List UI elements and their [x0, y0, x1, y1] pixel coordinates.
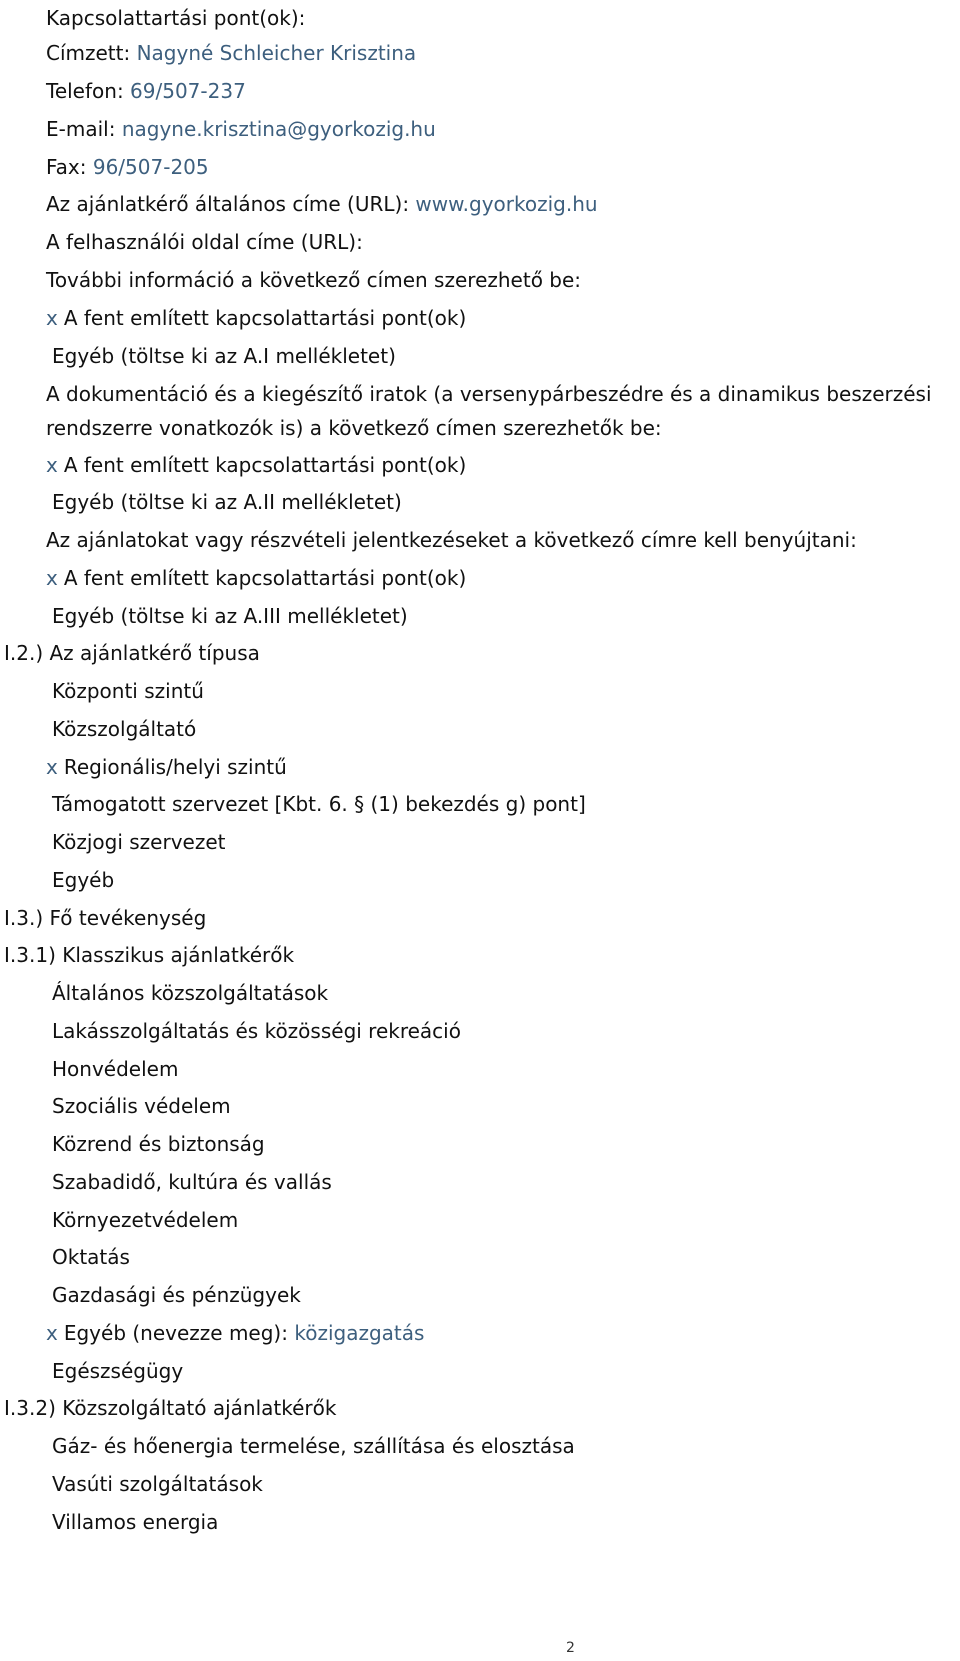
documents-title-line-1: A dokumentáció és a kiegészítő iratok (a versenypárbeszédre és a dinamikus beszerzési	[46, 382, 932, 406]
email-label: E-mail:	[46, 117, 116, 141]
url-row	[46, 192, 598, 216]
option-label: A fent említett kapcsolattartási pont(ok)	[63, 453, 467, 477]
fax-value: 96/507-205	[92, 155, 209, 179]
phone-value: 69/507-237	[130, 79, 246, 103]
recipient-row	[46, 41, 416, 65]
section-1-3-title: I.3.) Fő tevékenység	[4, 906, 207, 930]
url-value[interactable]: www.gyorkozig.hu	[415, 192, 598, 216]
option-label: Egyéb (nevezze meg):	[63, 1321, 288, 1345]
list-item: Közjogi szervezet	[52, 830, 226, 854]
list-item: Lakásszolgáltatás és közösségi rekreáció	[52, 1019, 461, 1043]
list-item: Egészségügy	[52, 1359, 184, 1383]
list-item: Központi szintű	[52, 679, 204, 703]
list-item: Egyéb	[52, 868, 115, 892]
recipient-label: Címzett:	[46, 41, 131, 65]
list-item: Közszolgáltató	[52, 717, 197, 741]
list-item: Vasúti szolgáltatások	[52, 1472, 263, 1496]
documents-option-2: Egyéb (töltse ki az A.II mellékletet)	[52, 490, 402, 514]
contact-heading: Kapcsolattartási pont(ok):	[46, 6, 306, 30]
submission-option-2: Egyéb (töltse ki az A.III mellékletet)	[52, 604, 408, 628]
list-item: Közrend és biztonság	[52, 1132, 265, 1156]
check-mark: x	[46, 755, 58, 779]
list-item: Szociális védelem	[52, 1094, 231, 1118]
list-item: Támogatott szervezet [Kbt. 6. § (1) bekezdés g) pont]	[52, 792, 586, 816]
check-mark: x	[46, 306, 58, 330]
buyer-url-label: A felhasználói oldal címe (URL):	[46, 230, 363, 254]
option-label: A fent említett kapcsolattartási pont(ok)	[63, 566, 467, 590]
list-item-selected	[46, 755, 287, 779]
submission-title: Az ajánlatokat vagy részvételi jelentkezéseket a következő címre kell benyújtani:	[46, 528, 857, 552]
list-item: Honvédelem	[52, 1057, 179, 1081]
list-item: Környezetvédelem	[52, 1208, 239, 1232]
fax-row	[46, 155, 209, 179]
list-item: Gáz- és hőenergia termelése, szállítása és elosztása	[52, 1434, 575, 1458]
check-mark: x	[46, 453, 58, 477]
fax-label: Fax:	[46, 155, 87, 179]
further-info-title: További információ a következő címen szerezhető be:	[46, 268, 582, 292]
further-info-option-1	[46, 306, 466, 330]
list-item: Gazdasági és pénzügyek	[52, 1283, 301, 1307]
section-1-2-title: I.2.) Az ajánlatkérő típusa	[4, 641, 260, 665]
list-item-selected	[46, 1321, 424, 1345]
phone-row	[46, 79, 246, 103]
url-label: Az ajánlatkérő általános címe (URL):	[46, 192, 410, 216]
other-activity-value: közigazgatás	[294, 1321, 425, 1345]
phone-label: Telefon:	[46, 79, 124, 103]
documents-option-1	[46, 453, 466, 477]
submission-option-1	[46, 566, 466, 590]
list-item: Oktatás	[52, 1245, 130, 1269]
documents-title-line-2: rendszerre vonatkozók is) a következő címen szerezhetők be:	[46, 416, 662, 440]
page-number: 2	[566, 1640, 575, 1656]
further-info-option-2: Egyéb (töltse ki az A.I mellékletet)	[52, 344, 396, 368]
option-label: Regionális/helyi szintű	[63, 755, 287, 779]
recipient-value: Nagyné Schleicher Krisztina	[136, 41, 417, 65]
section-1-3-2-title: I.3.2) Közszolgáltató ajánlatkérők	[4, 1396, 337, 1420]
check-mark: x	[46, 1321, 58, 1345]
list-item: Szabadidő, kultúra és vallás	[52, 1170, 332, 1194]
email-row	[46, 117, 436, 141]
option-label: A fent említett kapcsolattartási pont(ok)	[63, 306, 467, 330]
email-value[interactable]: nagyne.krisztina@gyorkozig.hu	[121, 117, 436, 141]
check-mark: x	[46, 566, 58, 590]
list-item: Villamos energia	[52, 1510, 219, 1534]
list-item: Általános közszolgáltatások	[52, 981, 329, 1005]
section-1-3-1-title: I.3.1) Klasszikus ajánlatkérők	[4, 943, 295, 967]
